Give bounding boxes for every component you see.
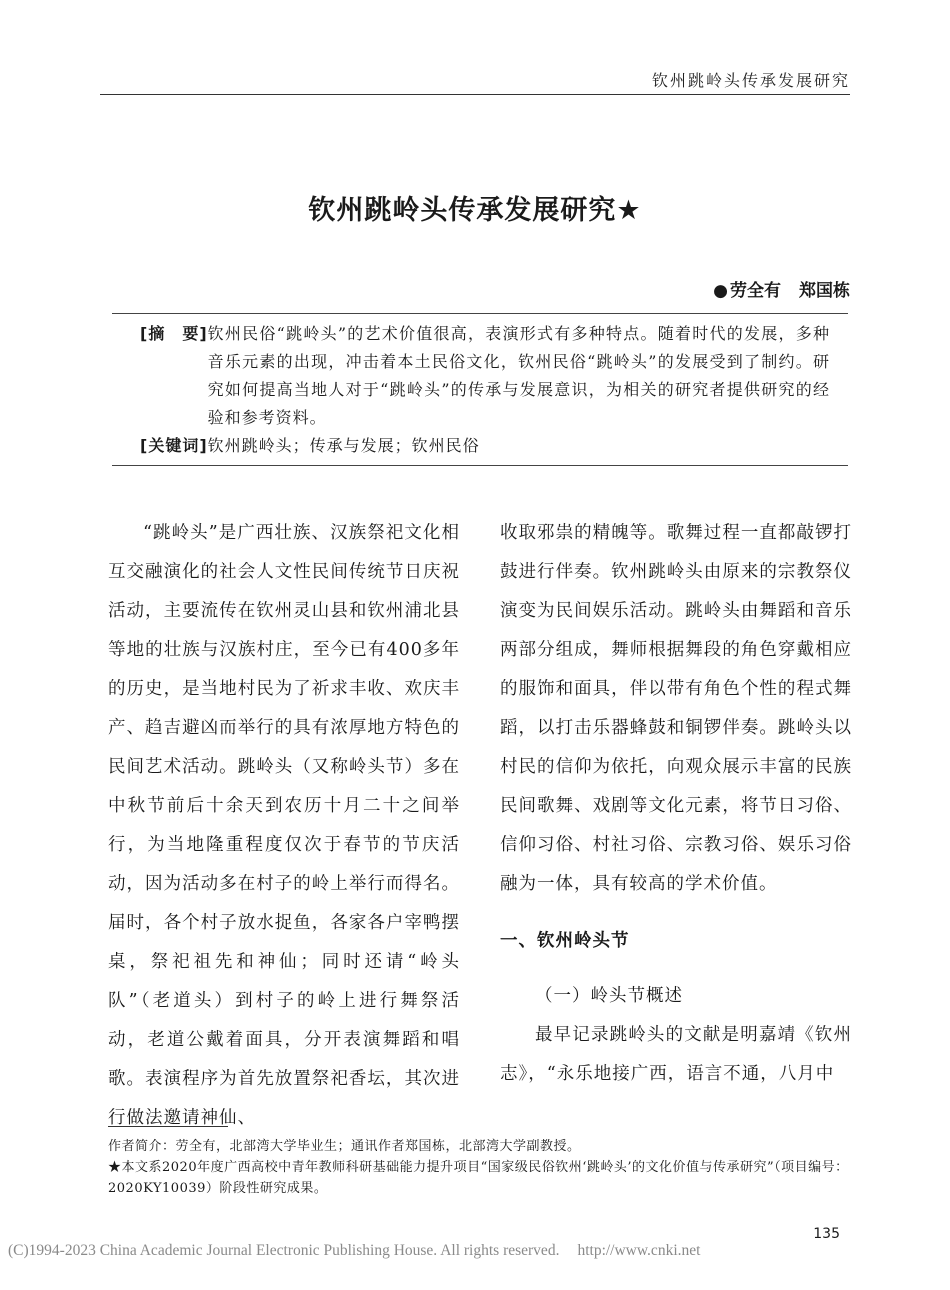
footnote-funding: ★本文系2020年度广西高校中青年教师科研基础能力提升项目“国家级民俗钦州‘跳岭头’的文化价值与传承研究”（项目编号：2020KY10039）阶段性研究成果。 — [108, 1160, 849, 1196]
abstract-row — [140, 320, 830, 432]
author-bullet-icon: ● — [713, 281, 728, 301]
subsection-heading: （一）岭头节概述 — [535, 986, 683, 1006]
abstract-block — [140, 320, 830, 460]
body-paragraph-1-continued: 收取邪祟的精魄等。歌舞过程一直都敲锣打鼓进行伴奏。钦州跳岭头由原来的宗教祭仪演变为民间娱乐活动。跳岭头由舞蹈和音乐两部分组成，舞师根据舞段的角色穿戴相应的服饰和面具，伴以带有角色个性的程式舞蹈，以打击乐器蜂鼓和铜锣伴奏。跳岭头以村民的信仰为依托，向观众展示丰富的民族民间歌舞、戏剧等文化元素，将节日习俗、信仰习俗、村社习俗、宗教习俗、娱乐习俗融为一体，具有较高的学术价值。 — [500, 523, 852, 894]
body-paragraph-1: “跳岭头”是广西壮族、汉族祭祀文化相互交融演化的社会人文性民间传统节日庆祝活动，主要流传在钦州灵山县和钦州浦北县等地的壮族与汉族村庄，至今已有400多年的历史，是当地村民为了祈求丰收、欢庆丰产、趋吉避凶而举行的具有浓厚地方特色的民间艺术活动。跳岭头（又称岭头节）多在中秋节前后十余天到农历十月二十之间举行，为当地隆重程度仅次于春节的节庆活动，因为活动多在村子的岭上举行而得名。届时，各个村子放水捉鱼，各家各户宰鸭摆桌，祭祀祖先和神仙；同时还请“岭头队”（老道头）到村子的岭上进行舞祭活动，老道公戴着面具，分开表演舞蹈和唱歌。表演程序为首先放置祭祀香坛，其次进行做法邀请神仙、 — [108, 523, 460, 1128]
footnote-rule — [108, 1126, 228, 1127]
body-column-left — [108, 514, 460, 1138]
section-heading: 一、钦州岭头节 — [500, 931, 630, 951]
author-name-2: 郑国栋 — [799, 281, 850, 301]
body-paragraph-2: 最早记录跳岭头的文献是明嘉靖《钦州志》，“永乐地接广西，语言不通，八月中 — [500, 1025, 852, 1084]
paper-title: 钦州跳岭头传承发展研究★ — [308, 195, 642, 226]
abstract-bottom-rule — [112, 465, 848, 466]
author-line — [713, 276, 850, 301]
abstract-top-rule — [112, 313, 848, 314]
keywords-row — [140, 432, 830, 460]
footnotes — [108, 1136, 853, 1199]
header-rule — [100, 94, 850, 95]
running-header: 钦州跳岭头传承发展研究 — [651, 71, 850, 90]
keywords-text: 钦州跳岭头；传承与发展；钦州民俗 — [207, 436, 480, 455]
keywords-label: [关键词] — [140, 436, 208, 455]
copyright-line — [8, 1242, 700, 1260]
page-number: 135 — [813, 1226, 840, 1242]
abstract-label: [摘 要] — [140, 324, 208, 343]
copyright-text: (C)1994-2023 China Academic Journal Electronic Publishing House. All rights reserved. — [8, 1242, 560, 1259]
footnote-author-bio: 作者简介：劳全有，北部湾大学毕业生；通讯作者郑国栋，北部湾大学副教授。 — [108, 1139, 581, 1154]
body-column-right — [500, 514, 852, 1094]
author-name-1: 劳全有 — [730, 281, 781, 301]
abstract-text: 钦州民俗“跳岭头”的艺术价值很高，表演形式有多种特点。随着时代的发展，多种音乐元素的出现，冲击着本土民俗文化，钦州民俗“跳岭头”的发展受到了制约。研究如何提高当地人对于“跳岭头”的传承与发展意识，为相关的研究者提供研究的经验和参考资料。 — [207, 324, 830, 427]
copyright-url[interactable]: http://www.cnki.net — [577, 1242, 701, 1259]
